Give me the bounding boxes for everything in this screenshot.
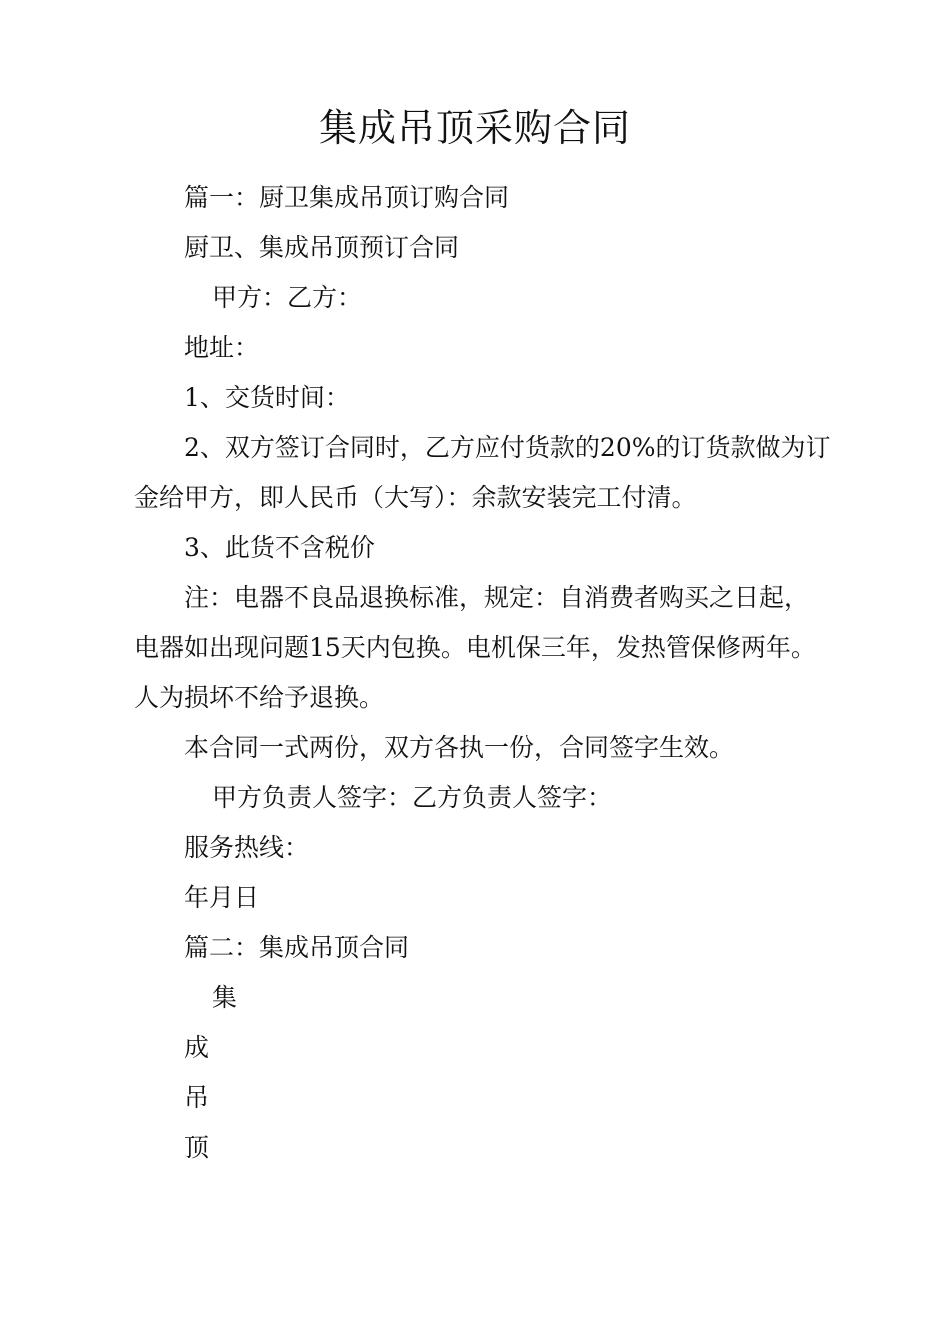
- note-line-3: 人为损坏不给予退换。: [134, 683, 385, 712]
- note-line-1: 注：电器不良品退换标准，规定：自消费者购买之日起，: [184, 583, 810, 612]
- note-line-2: 电器如出现问题15天内包换。电机保三年，发热管保修两年。: [134, 633, 816, 662]
- hotline-line: 服务热线：: [184, 833, 310, 862]
- copies-clause: 本合同一式两份，双方各执一份，合同签字生效。: [184, 733, 735, 762]
- document-title: 集成吊顶采购合同: [318, 106, 631, 150]
- document-body: [134, 173, 834, 1173]
- clause-2-line-1: 2、双方签订合同时，乙方应付货款的20%的订货款做为订: [184, 433, 831, 462]
- vertical-char-1: 集: [212, 983, 238, 1012]
- clause-1: 1、交货时间：: [184, 383, 350, 412]
- vertical-char-2: 成: [184, 1033, 210, 1062]
- vertical-char-4: 顶: [184, 1133, 210, 1162]
- subtitle: 厨卫、集成吊顶预订合同: [184, 233, 460, 262]
- section-heading-2: 篇二：集成吊顶合同: [184, 933, 410, 962]
- parties-line: 甲方：乙方：: [212, 283, 363, 312]
- date-line: 年月日: [184, 883, 260, 912]
- clause-3: 3、此货不含税价: [184, 533, 375, 562]
- clause-2-line-2: 金给甲方，即人民币（大写）：余款安装完工付清。: [134, 483, 697, 512]
- section-heading-1: 篇一：厨卫集成吊顶订购合同: [184, 183, 510, 212]
- vertical-char-3: 吊: [184, 1083, 210, 1112]
- address-line: 地址：: [184, 333, 260, 362]
- signature-line: 甲方负责人签字：乙方负责人签字：: [212, 783, 613, 812]
